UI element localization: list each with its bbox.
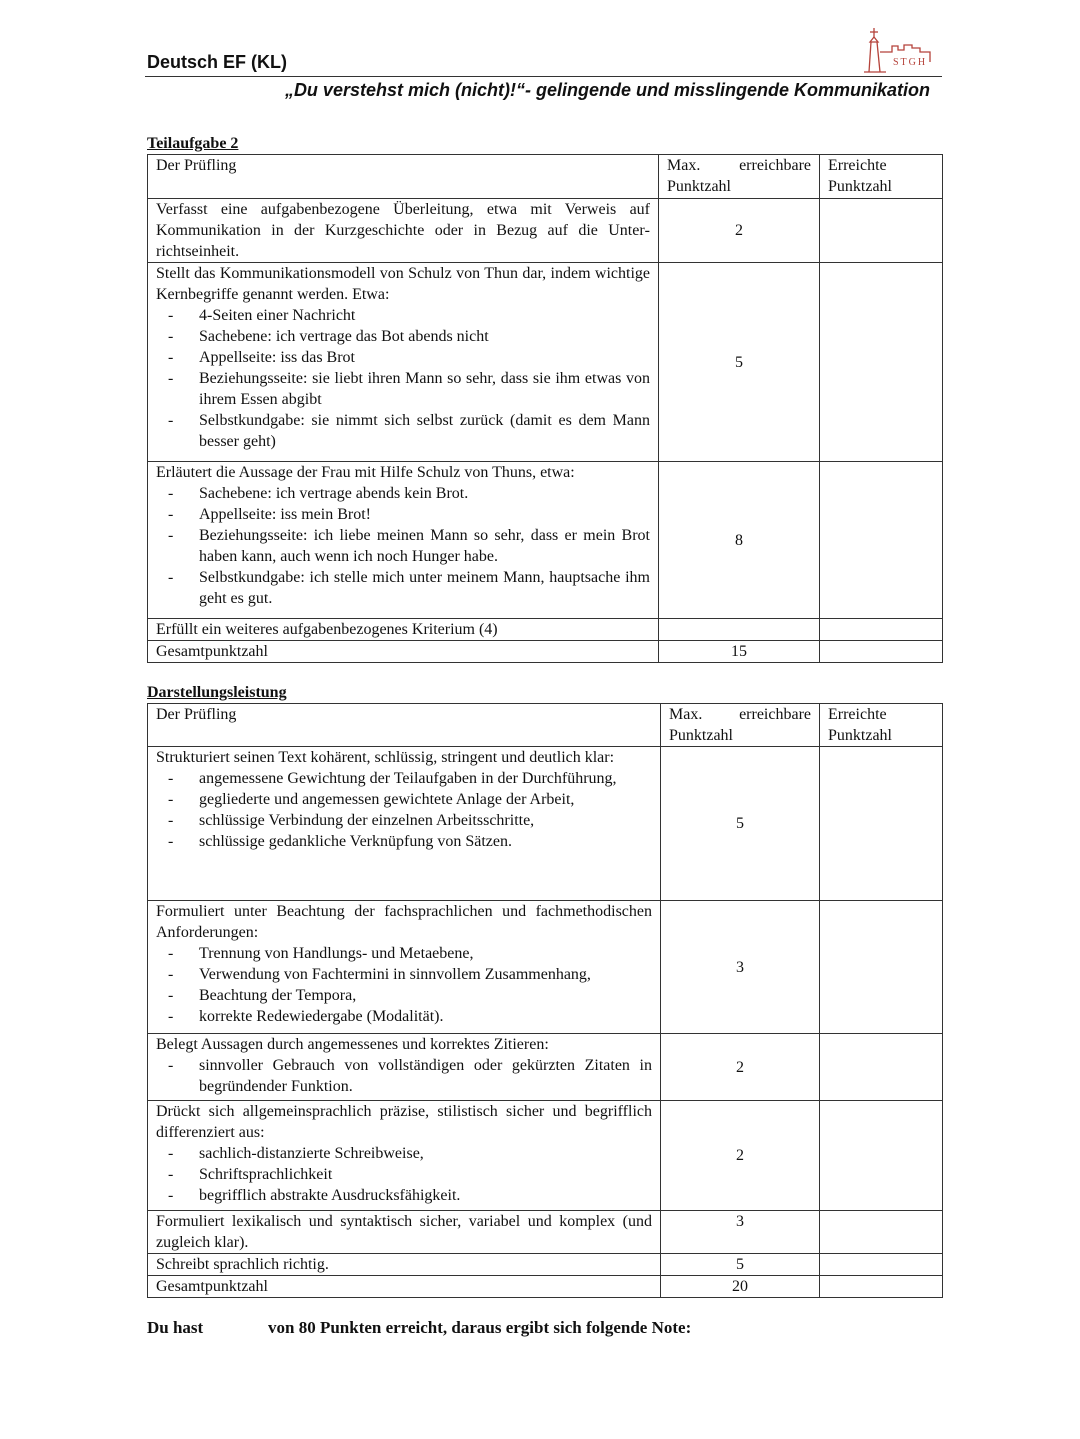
table-row — [148, 199, 943, 263]
list-item: - schlüssige gedankliche Verknüpfung von Sätzen. — [156, 831, 652, 852]
list-item: - Sachebene: ich vertrage das Bot abends nicht — [156, 326, 650, 347]
header-max-c: Punktzahl — [669, 727, 733, 744]
list-item: - Beziehungsseite: sie liebt ihren Mann so sehr, dass sie ihm etwas von ihrem Essen abgibt — [156, 368, 650, 410]
header-achieved-b: Punktzahl — [828, 727, 892, 744]
table-row — [148, 901, 943, 1034]
header-achieved-points — [820, 155, 943, 199]
header-achieved-a: Erreichte — [828, 157, 887, 174]
table-header-row — [148, 155, 943, 199]
max-points: 5 — [659, 263, 820, 462]
max-points: 8 — [659, 462, 820, 619]
header-max-a: Max. — [667, 157, 701, 174]
list-item: - Sachebene: ich vertrage abends kein Brot. — [156, 483, 650, 504]
criterion-cell — [148, 1101, 661, 1211]
criterion-text: Drückt sich allgemeinsprachlich präzise, stilistisch sicher und begrifflich differenziert aus: — [156, 1103, 652, 1141]
criterion-cell — [148, 1034, 661, 1101]
criterion-text: Erläutert die Aussage der Frau mit Hilfe Schulz von Thuns, etwa: — [156, 464, 575, 481]
list-item: - Appellseite: iss mein Brot! — [156, 504, 650, 525]
list-item: - korrekte Redewiedergabe (Modalität). — [156, 1006, 652, 1027]
max-points: 2 — [661, 1101, 820, 1211]
total-row — [148, 1276, 943, 1298]
header-max-b: erreichbare — [739, 706, 811, 723]
table-header-row — [148, 704, 943, 747]
achieved-points-cell — [820, 619, 943, 641]
max-points — [659, 619, 820, 641]
max-points: 5 — [661, 747, 820, 901]
total-max-points: 20 — [661, 1276, 820, 1298]
section-title-darstellungsleistung: Darstellungsleistung — [147, 684, 287, 701]
header-achieved-points — [820, 704, 943, 747]
table-darstellungsleistung — [147, 703, 943, 1298]
header-max-points — [659, 155, 820, 199]
table-row — [148, 1211, 943, 1254]
criterion-text: Formuliert lexikalisch und syntaktisch sicher, variabel und komplex (und zugleich klar). — [148, 1211, 661, 1254]
criterion-cell — [148, 263, 659, 462]
achieved-points-cell — [820, 263, 943, 462]
max-points: 3 — [661, 901, 820, 1034]
achieved-points-cell — [820, 1211, 943, 1254]
table-row — [148, 462, 943, 619]
max-points: 2 — [659, 199, 820, 263]
course-title: Deutsch EF (KL) — [147, 52, 288, 72]
achieved-points-cell — [820, 1254, 943, 1276]
max-points: 2 — [661, 1034, 820, 1101]
criterion-text: Belegt Aussagen durch angemessenes und korrektes Zitieren: — [156, 1036, 549, 1053]
table-row — [148, 619, 943, 641]
list-item: - sachlich-distanzierte Schreibweise, — [156, 1143, 652, 1164]
list-item: - Trennung von Handlungs- und Metaebene, — [156, 943, 652, 964]
criterion-cell — [148, 901, 661, 1034]
achieved-points-cell — [820, 199, 943, 263]
list-item: - Schriftsprachlichkeit — [156, 1164, 652, 1185]
list-item: - Selbstkundgabe: sie nimmt sich selbst zurück (damit es dem Mann besser geht) — [156, 410, 650, 452]
header-max-points — [661, 704, 820, 747]
list-item: - 4-Seiten einer Nachricht — [156, 305, 650, 326]
list-item: - Appellseite: iss das Brot — [156, 347, 650, 368]
achieved-points-cell — [820, 747, 943, 901]
total-achieved-cell — [820, 641, 943, 663]
table-row — [148, 263, 943, 462]
criterion-cell — [148, 747, 661, 901]
table-row — [148, 1254, 943, 1276]
list-item: - angemessene Gewichtung der Teilaufgaben in der Durchführung, — [156, 768, 652, 789]
header-achieved-a: Erreichte — [828, 706, 887, 723]
achieved-points-cell — [820, 462, 943, 619]
header-candidate: Der Prüfling — [148, 704, 661, 747]
table-row — [148, 747, 943, 901]
max-points: 3 — [661, 1211, 820, 1254]
criterion-list — [156, 483, 650, 609]
criterion-cell — [148, 462, 659, 619]
criterion-text: Strukturiert seinen Text kohärent, schlüssig, stringent und deutlich klar: — [156, 749, 615, 766]
criterion-list — [156, 1143, 652, 1206]
header-max-b: erreichbare — [739, 157, 811, 174]
header-max-c: Punktzahl — [667, 178, 731, 195]
criterion-text: Formuliert unter Beachtung der fachsprachlichen und fachmethodischen Anforderungen: — [156, 903, 652, 941]
total-label: Gesamtpunktzahl — [148, 1276, 661, 1298]
list-item: - Beziehungsseite: ich liebe meinen Mann so sehr, dass er mein Brot haben kann, auch wenn ich noch Hunger habe. — [156, 525, 650, 567]
header-max-a: Max. — [669, 706, 703, 723]
criterion-list — [156, 1055, 652, 1097]
footer-prefix: Du hast — [147, 1318, 204, 1337]
total-achieved-cell — [820, 1276, 943, 1298]
list-item: - Selbstkundgabe: ich stelle mich unter meinem Mann, hauptsache ihm geht es gut. — [156, 567, 650, 609]
achieved-points-cell — [820, 1101, 943, 1211]
total-max-points: 15 — [659, 641, 820, 663]
list-item: - schlüssige Verbindung der einzelnen Arbeitsschritte, — [156, 810, 652, 831]
list-item: - Beachtung der Tempora, — [156, 985, 652, 1006]
achieved-points-cell — [820, 901, 943, 1034]
total-label: Gesamtpunktzahl — [148, 641, 659, 663]
table-row — [148, 1034, 943, 1101]
footer-text: von 80 Punkten erreicht, daraus ergibt sich folgende Note: — [268, 1318, 692, 1337]
header-achieved-b: Punktzahl — [828, 178, 892, 195]
criterion-list — [156, 305, 650, 452]
table-teilaufgabe — [147, 154, 943, 663]
school-logo-text: STGH — [893, 57, 928, 68]
criterion-list — [156, 768, 652, 852]
list-item: - begrifflich abstrakte Ausdrucksfähigkeit. — [156, 1185, 652, 1206]
table-row — [148, 1101, 943, 1211]
achieved-points-cell — [820, 1034, 943, 1101]
criterion-text: Erfüllt ein weiteres aufgabenbezogenes Kriterium (4) — [148, 619, 659, 641]
header-candidate: Der Prüfling — [148, 155, 659, 199]
section-title-teilaufgabe: Teilaufgabe 2 — [147, 135, 239, 152]
max-points: 5 — [661, 1254, 820, 1276]
criterion-text: Schreibt sprachlich richtig. — [148, 1254, 661, 1276]
criterion-text: Stellt das Kommunikationsmodell von Schulz von Thun dar, indem wichtige Kernbegriffe genannt werden. Etwa: — [156, 265, 650, 303]
criterion-list — [156, 943, 652, 1027]
total-row — [148, 641, 943, 663]
document-subtitle: „Du verstehst mich (nicht)!“- gelingende und misslingende Kommunikation — [284, 80, 930, 100]
list-item: - sinnvoller Gebrauch von vollständigen oder gekürzten Zitaten in begründender Funktion. — [156, 1055, 652, 1097]
list-item: - gegliederte und angemessen gewichtete Anlage der Arbeit, — [156, 789, 652, 810]
header-rule — [145, 76, 942, 77]
criterion-text: Verfasst eine aufgabenbezogene Überleitung, etwa mit Verweis auf Kommunikation in der Kurzgeschichte oder in Bezug auf die Unterrichtseinheit. — [148, 199, 659, 263]
list-item: - Verwendung von Fachtermini in sinnvollem Zusammenhang, — [156, 964, 652, 985]
